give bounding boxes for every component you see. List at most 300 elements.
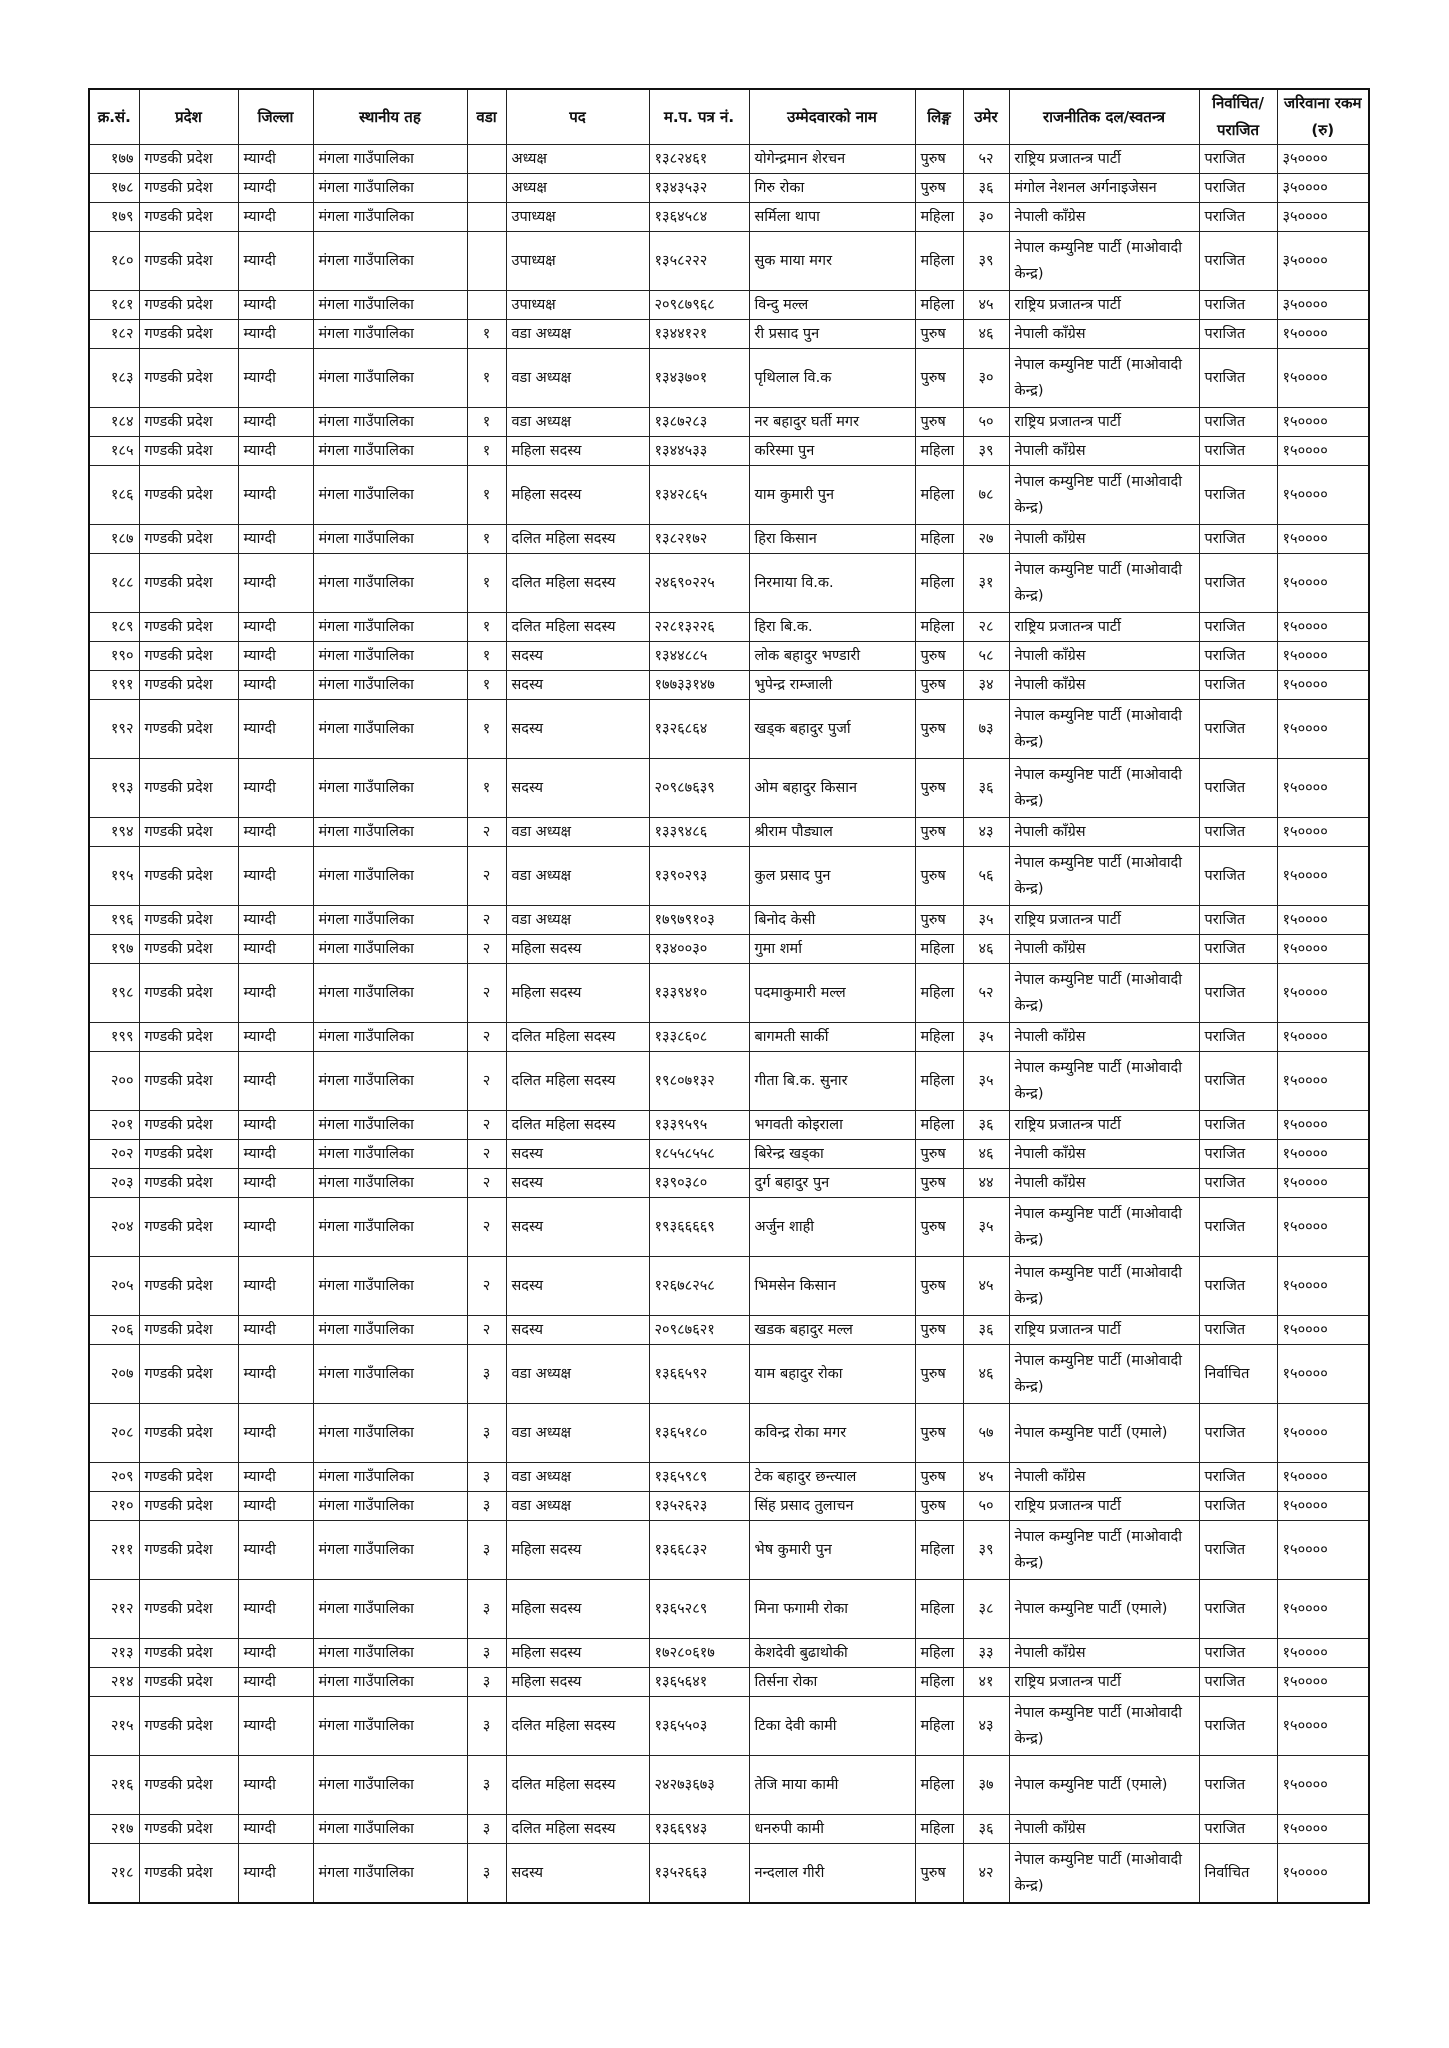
table-header-row [89,89,1369,145]
cell-fine-amount: १५०००० [1277,1521,1369,1580]
cell-ward: ३ [467,1345,506,1404]
cell-province: गण्डकी प्रदेश [139,1844,238,1904]
cell-local-level: मंगला गाउँपालिका [313,320,467,349]
table-row [89,1198,1369,1257]
cell-gender: महिला [915,525,963,554]
cell-party: नेपाल कम्युनिष्ट पार्टी (माओवादी केन्द्र) [1009,700,1199,759]
cell-result: पराजित [1199,1169,1277,1198]
cell-age: ७३ [963,700,1009,759]
cell-district: म्याग्दी [238,1345,313,1404]
cell-province: गण्डकी प्रदेश [139,291,238,320]
candidate-table [88,88,1370,1904]
cell-ward: १ [467,759,506,818]
cell-candidate-name: केशदेवी बुढाथोकी [749,1639,915,1668]
cell-serial: १८४ [89,408,139,437]
cell-party: नेपाली काँग्रेस [1009,818,1199,847]
cell-age: ३५ [963,1023,1009,1052]
cell-local-level: मंगला गाउँपालिका [313,1316,467,1345]
cell-gender: महिला [915,1580,963,1639]
table-row [89,1404,1369,1463]
cell-candidate-name: बिरेन्द्र खड्का [749,1140,915,1169]
cell-serial: २०९ [89,1463,139,1492]
cell-province: गण्डकी प्रदेश [139,1463,238,1492]
cell-age: ४२ [963,1844,1009,1904]
cell-serial: १८३ [89,349,139,408]
cell-result: पराजित [1199,1639,1277,1668]
cell-age: ५२ [963,964,1009,1023]
cell-fine-amount: ३५०००० [1277,291,1369,320]
cell-post: वडा अध्यक्ष [506,1463,649,1492]
cell-district: म्याग्दी [238,203,313,232]
cell-local-level: मंगला गाउँपालिका [313,291,467,320]
cell-ballot-no: १३३९४१० [649,964,749,1023]
cell-party: नेपाली काँग्रेस [1009,671,1199,700]
cell-province: गण्डकी प्रदेश [139,554,238,613]
cell-post: उपाध्यक्ष [506,203,649,232]
cell-gender: महिला [915,466,963,525]
cell-result: पराजित [1199,203,1277,232]
cell-local-level: मंगला गाउँपालिका [313,1492,467,1521]
cell-result: पराजित [1199,145,1277,174]
cell-age: २८ [963,613,1009,642]
cell-party: नेपाल कम्युनिष्ट पार्टी (माओवादी केन्द्र) [1009,964,1199,1023]
cell-post: अध्यक्ष [506,145,649,174]
cell-candidate-name: याम कुमारी पुन [749,466,915,525]
cell-candidate-name: योगेन्द्रमान शेरचन [749,145,915,174]
cell-ward: २ [467,1140,506,1169]
table-row [89,232,1369,291]
cell-province: गण्डकी प्रदेश [139,174,238,203]
cell-gender: महिला [915,437,963,466]
cell-ward: २ [467,847,506,906]
cell-local-level: मंगला गाउँपालिका [313,1111,467,1140]
cell-local-level: मंगला गाउँपालिका [313,408,467,437]
table-row [89,1023,1369,1052]
cell-province: गण्डकी प्रदेश [139,642,238,671]
cell-result: पराजित [1199,818,1277,847]
cell-ward: २ [467,1023,506,1052]
cell-province: गण्डकी प्रदेश [139,466,238,525]
cell-district: म्याग्दी [238,1463,313,1492]
cell-result: पराजित [1199,1521,1277,1580]
cell-gender: महिला [915,613,963,642]
cell-ballot-no: १३६५६४१ [649,1668,749,1697]
cell-serial: १८९ [89,613,139,642]
cell-province: गण्डकी प्रदेश [139,1492,238,1521]
cell-province: गण्डकी प्रदेश [139,1668,238,1697]
table-row [89,466,1369,525]
cell-result: पराजित [1199,935,1277,964]
cell-serial: १९१ [89,671,139,700]
cell-fine-amount: १५०००० [1277,349,1369,408]
cell-ballot-no: १३४४५३३ [649,437,749,466]
table-row [89,1756,1369,1815]
table-row [89,349,1369,408]
cell-post: महिला सदस्य [506,1668,649,1697]
table-row [89,1668,1369,1697]
cell-result: पराजित [1199,1756,1277,1815]
cell-ballot-no: १३३९४८६ [649,818,749,847]
cell-serial: १८८ [89,554,139,613]
cell-candidate-name: कुल प्रसाद पुन [749,847,915,906]
cell-party: नेपाल कम्युनिष्ट पार्टी (माओवादी केन्द्र) [1009,1257,1199,1316]
cell-fine-amount: ३५०००० [1277,232,1369,291]
cell-ward [467,291,506,320]
cell-candidate-name: नर बहादुर घर्ती मगर [749,408,915,437]
cell-local-level: मंगला गाउँपालिका [313,613,467,642]
table-row [89,847,1369,906]
cell-district: म्याग्दी [238,613,313,642]
cell-ballot-no: १३६६५९२ [649,1345,749,1404]
cell-province: गण्डकी प्रदेश [139,613,238,642]
cell-post: वडा अध्यक्ष [506,847,649,906]
cell-local-level: मंगला गाउँपालिका [313,1463,467,1492]
cell-ward: १ [467,671,506,700]
cell-serial: २०१ [89,1111,139,1140]
cell-gender: पुरुष [915,1404,963,1463]
cell-candidate-name: पृथिलाल वि.क [749,349,915,408]
cell-province: गण्डकी प्रदेश [139,1697,238,1756]
cell-fine-amount: १५०००० [1277,906,1369,935]
cell-party: राष्ट्रिय प्रजातन्त्र पार्टी [1009,906,1199,935]
cell-ward: ३ [467,1580,506,1639]
cell-gender: महिला [915,554,963,613]
cell-local-level: मंगला गाउँपालिका [313,1815,467,1844]
cell-gender: पुरुष [915,174,963,203]
cell-fine-amount: १५०००० [1277,1697,1369,1756]
cell-age: ४६ [963,935,1009,964]
table-row [89,1052,1369,1111]
cell-district: म्याग्दी [238,700,313,759]
cell-ballot-no: १३५२६६३ [649,1844,749,1904]
cell-serial: १८० [89,232,139,291]
cell-serial: २०२ [89,1140,139,1169]
cell-fine-amount: १५०००० [1277,1052,1369,1111]
cell-serial: २१४ [89,1668,139,1697]
cell-age: ३८ [963,1580,1009,1639]
cell-local-level: मंगला गाउँपालिका [313,847,467,906]
cell-serial: २१७ [89,1815,139,1844]
cell-result: पराजित [1199,613,1277,642]
cell-serial: २०७ [89,1345,139,1404]
cell-gender: पुरुष [915,1198,963,1257]
cell-candidate-name: निरमाया वि.क. [749,554,915,613]
cell-post: सदस्य [506,1169,649,1198]
cell-ward: १ [467,613,506,642]
table-row [89,1844,1369,1904]
table-row [89,1521,1369,1580]
cell-party: नेपाली काँग्रेस [1009,525,1199,554]
cell-local-level: मंगला गाउँपालिका [313,1257,467,1316]
table-row [89,437,1369,466]
cell-candidate-name: मिना फगामी रोका [749,1580,915,1639]
cell-province: गण्डकी प्रदेश [139,1257,238,1316]
cell-candidate-name: गिरु रोका [749,174,915,203]
cell-age: ३६ [963,1815,1009,1844]
cell-district: म्याग्दी [238,291,313,320]
cell-local-level: मंगला गाउँपालिका [313,671,467,700]
cell-serial: २०५ [89,1257,139,1316]
cell-candidate-name: भिमसेन किसान [749,1257,915,1316]
cell-district: म्याग्दी [238,466,313,525]
cell-ward: २ [467,906,506,935]
cell-ward: २ [467,1169,506,1198]
cell-ward: १ [467,320,506,349]
cell-ballot-no: १३४३७०१ [649,349,749,408]
cell-party: नेपाल कम्युनिष्ट पार्टी (माओवादी केन्द्र) [1009,1844,1199,1904]
cell-ballot-no: १९८०७१३२ [649,1052,749,1111]
cell-serial: १९८ [89,964,139,1023]
cell-province: गण्डकी प्रदेश [139,232,238,291]
cell-local-level: मंगला गाउँपालिका [313,935,467,964]
cell-result: पराजित [1199,554,1277,613]
cell-party: नेपाल कम्युनिष्ट पार्टी (माओवादी केन्द्र) [1009,847,1199,906]
cell-province: गण्डकी प्रदेश [139,964,238,1023]
cell-post: वडा अध्यक्ष [506,408,649,437]
cell-result: पराजित [1199,700,1277,759]
cell-district: म्याग्दी [238,1521,313,1580]
cell-result: पराजित [1199,1257,1277,1316]
cell-district: म्याग्दी [238,1140,313,1169]
cell-age: ३६ [963,1111,1009,1140]
cell-result: पराजित [1199,1111,1277,1140]
cell-local-level: मंगला गाउँपालिका [313,964,467,1023]
table-row [89,1492,1369,1521]
cell-candidate-name: कविन्द्र रोका मगर [749,1404,915,1463]
table-row [89,554,1369,613]
cell-post: दलित महिला सदस्य [506,1756,649,1815]
cell-fine-amount: १५०००० [1277,1111,1369,1140]
table-row [89,408,1369,437]
cell-fine-amount: १५०००० [1277,525,1369,554]
cell-fine-amount: १५०००० [1277,320,1369,349]
table-row [89,1257,1369,1316]
cell-ward [467,174,506,203]
cell-ward: २ [467,1198,506,1257]
cell-ward: २ [467,1052,506,1111]
cell-result: पराजित [1199,1023,1277,1052]
cell-fine-amount: १५०००० [1277,1756,1369,1815]
cell-local-level: मंगला गाउँपालिका [313,466,467,525]
cell-post: वडा अध्यक्ष [506,1345,649,1404]
cell-candidate-name: विन्दु मल्ल [749,291,915,320]
cell-post: वडा अध्यक्ष [506,1404,649,1463]
cell-local-level: मंगला गाउँपालिका [313,1404,467,1463]
cell-gender: महिला [915,203,963,232]
cell-fine-amount: १५०००० [1277,1198,1369,1257]
cell-district: म्याग्दी [238,1815,313,1844]
cell-gender: महिला [915,1521,963,1580]
table-row [89,174,1369,203]
cell-age: ४६ [963,1345,1009,1404]
cell-post: अध्यक्ष [506,174,649,203]
header-gender: लिङ्ग [915,89,963,145]
cell-age: ७८ [963,466,1009,525]
cell-ward: २ [467,1257,506,1316]
cell-post: वडा अध्यक्ष [506,349,649,408]
cell-ward: २ [467,1111,506,1140]
table-row [89,1815,1369,1844]
cell-result: पराजित [1199,437,1277,466]
cell-candidate-name: हिरा किसान [749,525,915,554]
cell-fine-amount: ३५०००० [1277,203,1369,232]
cell-local-level: मंगला गाउँपालिका [313,1756,467,1815]
cell-party: नेपाल कम्युनिष्ट पार्टी (माओवादी केन्द्र) [1009,759,1199,818]
cell-gender: महिला [915,1668,963,1697]
cell-age: ४५ [963,1463,1009,1492]
cell-age: ३६ [963,1316,1009,1345]
cell-district: म्याग्दी [238,1844,313,1904]
cell-gender: महिला [915,964,963,1023]
cell-result: पराजित [1199,232,1277,291]
cell-fine-amount: १५०००० [1277,1023,1369,1052]
header-post: पद [506,89,649,145]
cell-province: गण्डकी प्रदेश [139,935,238,964]
cell-province: गण्डकी प्रदेश [139,1023,238,1052]
cell-ward: १ [467,554,506,613]
cell-post: सदस्य [506,642,649,671]
cell-age: ३६ [963,174,1009,203]
cell-serial: २११ [89,1521,139,1580]
cell-serial: २१० [89,1492,139,1521]
cell-gender: पुरुष [915,1169,963,1198]
cell-post: महिला सदस्य [506,1580,649,1639]
table-row [89,203,1369,232]
table-row [89,1639,1369,1668]
table-row [89,1111,1369,1140]
cell-party: नेपाल कम्युनिष्ट पार्टी (माओवादी केन्द्र) [1009,1198,1199,1257]
cell-gender: पुरुष [915,700,963,759]
cell-fine-amount: १५०००० [1277,700,1369,759]
header-serial: क्र.सं. [89,89,139,145]
cell-local-level: मंगला गाउँपालिका [313,554,467,613]
header-province: प्रदेश [139,89,238,145]
cell-candidate-name: सुक माया मगर [749,232,915,291]
cell-party: मंगोल नेशनल अर्गनाइजेसन [1009,174,1199,203]
cell-gender: पुरुष [915,847,963,906]
cell-fine-amount: १५०००० [1277,1815,1369,1844]
cell-fine-amount: १५०००० [1277,1668,1369,1697]
cell-gender: महिला [915,232,963,291]
cell-ballot-no: १३४३५३२ [649,174,749,203]
cell-district: म्याग्दी [238,818,313,847]
cell-party: राष्ट्रिय प्रजातन्त्र पार्टी [1009,1492,1199,1521]
cell-ward: २ [467,818,506,847]
cell-district: म्याग्दी [238,145,313,174]
table-row [89,1345,1369,1404]
header-fine-amount: जरिवाना रकम (रु) [1277,89,1369,145]
cell-age: ३५ [963,906,1009,935]
header-local-level: स्थानीय तह [313,89,467,145]
cell-gender: पुरुष [915,906,963,935]
cell-local-level: मंगला गाउँपालिका [313,1198,467,1257]
cell-serial: २०० [89,1052,139,1111]
cell-gender: पुरुष [915,818,963,847]
cell-result: पराजित [1199,320,1277,349]
cell-ward: १ [467,525,506,554]
cell-district: म्याग्दी [238,232,313,291]
cell-serial: १७८ [89,174,139,203]
cell-age: ३६ [963,759,1009,818]
cell-ballot-no: १३९०३८० [649,1169,749,1198]
cell-district: म्याग्दी [238,320,313,349]
cell-ballot-no: १३४४८८५ [649,642,749,671]
cell-ward: ३ [467,1844,506,1904]
cell-post: सदस्य [506,671,649,700]
cell-district: म्याग्दी [238,1257,313,1316]
cell-party: नेपाल कम्युनिष्ट पार्टी (माओवादी केन्द्र) [1009,466,1199,525]
cell-result: पराजित [1199,847,1277,906]
cell-province: गण्डकी प्रदेश [139,1111,238,1140]
cell-party: नेपाली काँग्रेस [1009,1169,1199,1198]
cell-ballot-no: १७७३३१४७ [649,671,749,700]
cell-age: ४६ [963,1140,1009,1169]
cell-age: ४३ [963,818,1009,847]
cell-local-level: मंगला गाउँपालिका [313,1580,467,1639]
cell-gender: महिला [915,1052,963,1111]
cell-party: राष्ट्रिय प्रजातन्त्र पार्टी [1009,1111,1199,1140]
table-row [89,700,1369,759]
cell-fine-amount: १५०००० [1277,935,1369,964]
cell-age: ५० [963,408,1009,437]
cell-ballot-no: २०९८७९६८ [649,291,749,320]
cell-serial: २१२ [89,1580,139,1639]
cell-fine-amount: १५०००० [1277,1404,1369,1463]
cell-post: वडा अध्यक्ष [506,906,649,935]
cell-serial: १९५ [89,847,139,906]
cell-party: नेपाली काँग्रेस [1009,1639,1199,1668]
cell-ward: ३ [467,1492,506,1521]
cell-post: दलित महिला सदस्य [506,1815,649,1844]
cell-party: नेपाल कम्युनिष्ट पार्टी (माओवादी केन्द्र) [1009,1521,1199,1580]
cell-candidate-name: भुपेन्द्र राम्जाली [749,671,915,700]
cell-candidate-name: अर्जुन शाही [749,1198,915,1257]
cell-ward: १ [467,466,506,525]
cell-age: ३० [963,349,1009,408]
table-row [89,1580,1369,1639]
table-row [89,1316,1369,1345]
cell-fine-amount: १५०००० [1277,1639,1369,1668]
cell-ballot-no: १३५२६२३ [649,1492,749,1521]
cell-fine-amount: १५०००० [1277,642,1369,671]
cell-gender: पुरुष [915,1463,963,1492]
cell-serial: २०८ [89,1404,139,1463]
cell-ward: ३ [467,1521,506,1580]
cell-post: दलित महिला सदस्य [506,613,649,642]
cell-age: ४५ [963,1257,1009,1316]
cell-result: पराजित [1199,1815,1277,1844]
cell-local-level: मंगला गाउँपालिका [313,1052,467,1111]
cell-age: ३९ [963,232,1009,291]
cell-ballot-no: १२६७८२५८ [649,1257,749,1316]
cell-district: म्याग्दी [238,1052,313,1111]
cell-post: सदस्य [506,1198,649,1257]
cell-post: दलित महिला सदस्य [506,1052,649,1111]
cell-party: राष्ट्रिय प्रजातन्त्र पार्टी [1009,291,1199,320]
cell-fine-amount: १५०००० [1277,964,1369,1023]
cell-province: गण्डकी प्रदेश [139,671,238,700]
cell-province: गण्डकी प्रदेश [139,1052,238,1111]
cell-fine-amount: १५०००० [1277,671,1369,700]
cell-local-level: मंगला गाउँपालिका [313,145,467,174]
cell-ballot-no: १३८७२८३ [649,408,749,437]
cell-gender: महिला [915,1756,963,1815]
cell-ward: २ [467,964,506,1023]
cell-gender: महिला [915,1697,963,1756]
cell-result: पराजित [1199,1198,1277,1257]
cell-fine-amount: १५०००० [1277,1169,1369,1198]
cell-province: गण्डकी प्रदेश [139,1198,238,1257]
